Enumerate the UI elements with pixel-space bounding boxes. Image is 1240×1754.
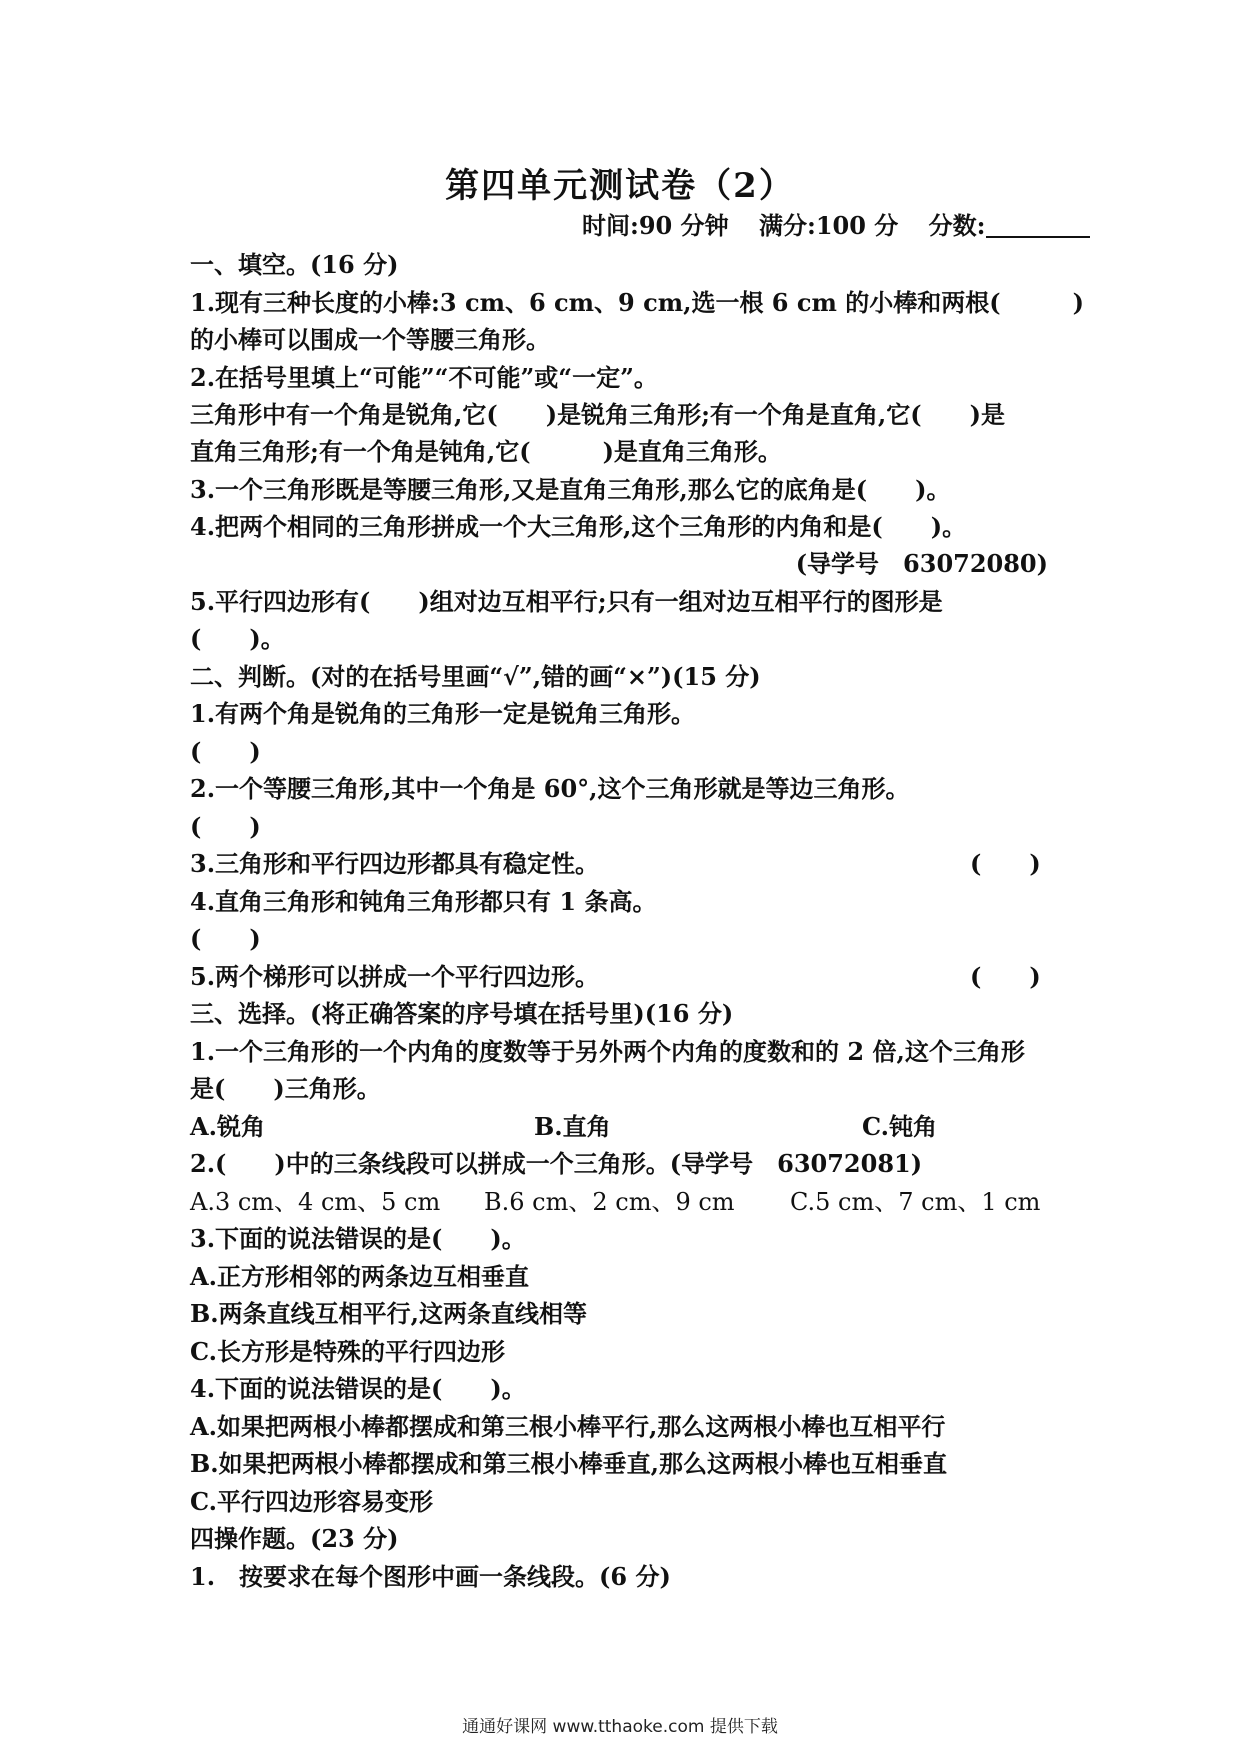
q4-1: 1. 按要求在每个图形中画一条线段。(6 分): [190, 1562, 671, 1591]
time-limit: 时间:90 分钟: [582, 211, 729, 240]
q2-5-blank: ( ): [970, 962, 1041, 991]
q3-2: 2.( )中的三条线段可以拼成一个三角形。(导学号 63072081): [190, 1149, 923, 1178]
section-4-heading: 四操作题。(23 分): [190, 1524, 399, 1553]
q2-1-blank: ( ): [190, 737, 261, 766]
q3-4-option-c: C.平行四边形容易变形: [190, 1487, 434, 1516]
q1-2-line2: 直角三角形;有一个角是钝角,它( )是直角三角形。: [190, 437, 782, 466]
q1-1-line2: 的小棒可以围成一个等腰三角形。: [190, 325, 550, 354]
q1-5-line2: ( )。: [190, 624, 285, 653]
score-blank: [986, 236, 1090, 238]
q3-4-option-b: B.如果把两根小棒都摆成和第三根小棒垂直,那么这两根小棒也互相垂直: [190, 1449, 947, 1478]
page-title: 第四单元测试卷（2）: [445, 166, 795, 206]
full-score: 满分:100 分: [758, 211, 899, 240]
score-label: 分数:: [928, 211, 986, 240]
q2-4: 4.直角三角形和钝角三角形都只有 1 条高。: [190, 887, 657, 916]
q3-4: 4.下面的说法错误的是( )。: [190, 1374, 526, 1403]
q2-5: 5.两个梯形可以拼成一个平行四边形。: [190, 962, 600, 991]
q2-2: 2.一个等腰三角形,其中一个角是 60°,这个三角形就是等边三角形。: [190, 774, 910, 803]
q1-2-intro: 2.在括号里填上“可能”“不可能”或“一定”。: [190, 363, 658, 392]
q2-1: 1.有两个角是锐角的三角形一定是锐角三角形。: [190, 699, 696, 728]
section-2-heading: 二、判断。(对的在括号里画“√”,错的画“×”)(15 分): [190, 662, 761, 691]
q3-1-line1: 1.一个三角形的一个内角的度数等于另外两个内角的度数和的 2 倍,这个三角形: [190, 1037, 1025, 1066]
q3-3-option-c: C.长方形是特殊的平行四边形: [190, 1337, 506, 1366]
q2-2-blank: ( ): [190, 812, 261, 841]
q1-5-line1: 5.平行四边形有( )组对边互相平行;只有一组对边互相平行的图形是: [190, 587, 943, 616]
q3-1-option-a: A.锐角: [190, 1112, 265, 1141]
q1-1-line1: 1.现有三种长度的小棒:3 cm、6 cm、9 cm,选一根 6 cm 的小棒和两根( ): [190, 288, 1084, 317]
q3-2-option-a: A.3 cm、4 cm、5 cm: [190, 1188, 441, 1216]
q3-1-line2: 是( )三角形。: [190, 1074, 381, 1103]
section-1-heading: 一、填空。(16 分): [190, 250, 399, 279]
q2-4-blank: ( ): [190, 924, 261, 953]
q3-3-option-a: A.正方形相邻的两条边互相垂直: [190, 1262, 529, 1291]
q3-2-option-b: B.6 cm、2 cm、9 cm: [484, 1188, 735, 1216]
q3-3: 3.下面的说法错误的是( )。: [190, 1224, 526, 1253]
q2-3-blank: ( ): [970, 849, 1041, 878]
q3-4-option-a: A.如果把两根小棒都摆成和第三根小棒平行,那么这两根小棒也互相平行: [190, 1412, 946, 1441]
q3-1-option-c: C.钝角: [862, 1112, 938, 1141]
footer-watermark: 通通好课网 www.tthaoke.com 提供下载: [462, 1717, 778, 1737]
q2-3: 3.三角形和平行四边形都具有稳定性。: [190, 849, 600, 878]
q1-4: 4.把两个相同的三角形拼成一个大三角形,这个三角形的内角和是( )。: [190, 512, 967, 541]
q1-2-line1: 三角形中有一个角是锐角,它( )是锐角三角形;有一个角是直角,它( )是: [190, 400, 1005, 429]
q1-3: 3.一个三角形既是等腰三角形,又是直角三角形,那么它的底角是( )。: [190, 475, 951, 504]
section-3-heading: 三、选择。(将正确答案的序号填在括号里)(16 分): [190, 999, 734, 1028]
exam-meta: [582, 206, 1112, 241]
q3-1-option-b: B.直角: [534, 1112, 611, 1141]
q3-3-option-b: B.两条直线互相平行,这两条直线相等: [190, 1299, 587, 1328]
q3-2-option-c: C.5 cm、7 cm、1 cm: [790, 1188, 1041, 1216]
guide-number-1: (导学号 63072080): [795, 549, 1048, 578]
